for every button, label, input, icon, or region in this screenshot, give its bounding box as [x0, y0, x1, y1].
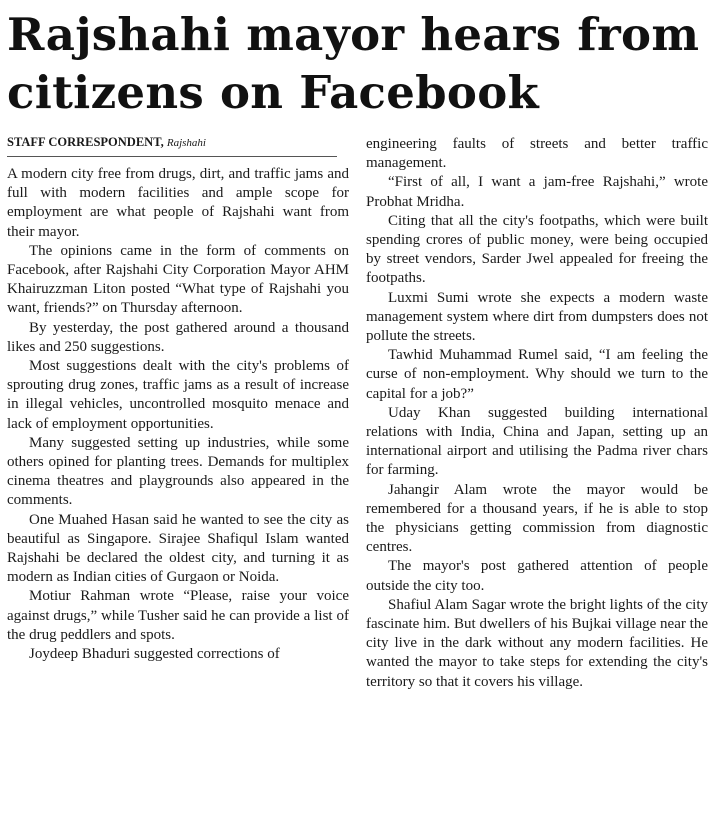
- paragraph: Jahangir Alam wrote the mayor would be remembered for a thousand years, if he is able to stop the physicians getting commission from diagnostic centres.: [366, 481, 708, 556]
- article-body: [7, 135, 716, 692]
- paragraph: The mayor's post gathered attention of people outside the city too.: [366, 558, 708, 594]
- paragraph: engineering faults of streets and better traffic management.: [366, 136, 708, 172]
- paragraph: Many suggested setting up industries, while some others opined for planting trees. Demands for multiplex cinema theatres and playgrounds also appeared in the comments.: [7, 434, 349, 509]
- paragraph: Shafiul Alam Sagar wrote the bright lights of the city fascinate him. But dwellers of his Bujkai village near the city live in the dark without any modern facilities. He wanted the mayor to take steps for extending the city's territory so that it covers his village.: [366, 596, 708, 690]
- left-column: [7, 135, 349, 692]
- paragraph: Luxmi Sumi wrote she expects a modern waste management system where dirt from dumpsters does not pollute the streets.: [366, 289, 708, 345]
- byline-author: STAFF CORRESPONDENT,: [7, 135, 164, 149]
- paragraph: Most suggestions dealt with the city's problems of sprouting drug zones, traffic jams as a result of increase in illegal vehicles, uncontrolled mosquito menace and lack of employment opportunities.: [7, 358, 349, 432]
- right-column: [366, 135, 708, 692]
- paragraph: Uday Khan suggested building international relations with India, China and Japan, setting up an international airport and utilising the Padma river chars for farming.: [366, 404, 708, 479]
- paragraph: Tawhid Muhammad Rumel said, “I am feeling the curse of non-employment. Why should we turn to the capital for a job?”: [366, 347, 708, 402]
- headline: Rajshahi mayor hears from citizens on Facebook: [7, 8, 700, 119]
- paragraph: Citing that all the city's footpaths, which were built spending crores of public money, were being occupied by street vendors, Sarder Jwel appealed for freeing the footpaths.: [366, 212, 708, 287]
- byline-location: Rajshahi: [166, 137, 206, 149]
- paragraph: The opinions came in the form of comments on Facebook, after Rajshahi City Corporation Mayor AHM Khairuzzman Liton posted “What type of Rajshahi you want, friends?” on Thursday afternoon.: [7, 242, 349, 317]
- paragraph: One Muahed Hasan said he wanted to see the city as beautiful as Singapore. Sirajee Shafiqul Islam wanted Rajshahi be declared the oldest city, and turning it as modern as Indian cities of Gurgaon or Noida.: [7, 511, 349, 586]
- byline: [7, 135, 337, 157]
- paragraph: Motiur Rahman wrote “Please, raise your voice against drugs,” while Tusher said he can provide a list of the drug peddlers and spots.: [7, 588, 349, 643]
- paragraph: By yesterday, the post gathered around a thousand likes and 250 suggestions.: [7, 319, 349, 355]
- paragraph: Joydeep Bhaduri suggested corrections of: [29, 646, 280, 663]
- paragraph: A modern city free from drugs, dirt, and traffic jams and full with modern facilities and ample scope for employment are what people of Rajshahi want from their mayor.: [7, 166, 349, 240]
- paragraph: “First of all, I want a jam-free Rajshahi,” wrote Probhat Mridha.: [366, 174, 708, 210]
